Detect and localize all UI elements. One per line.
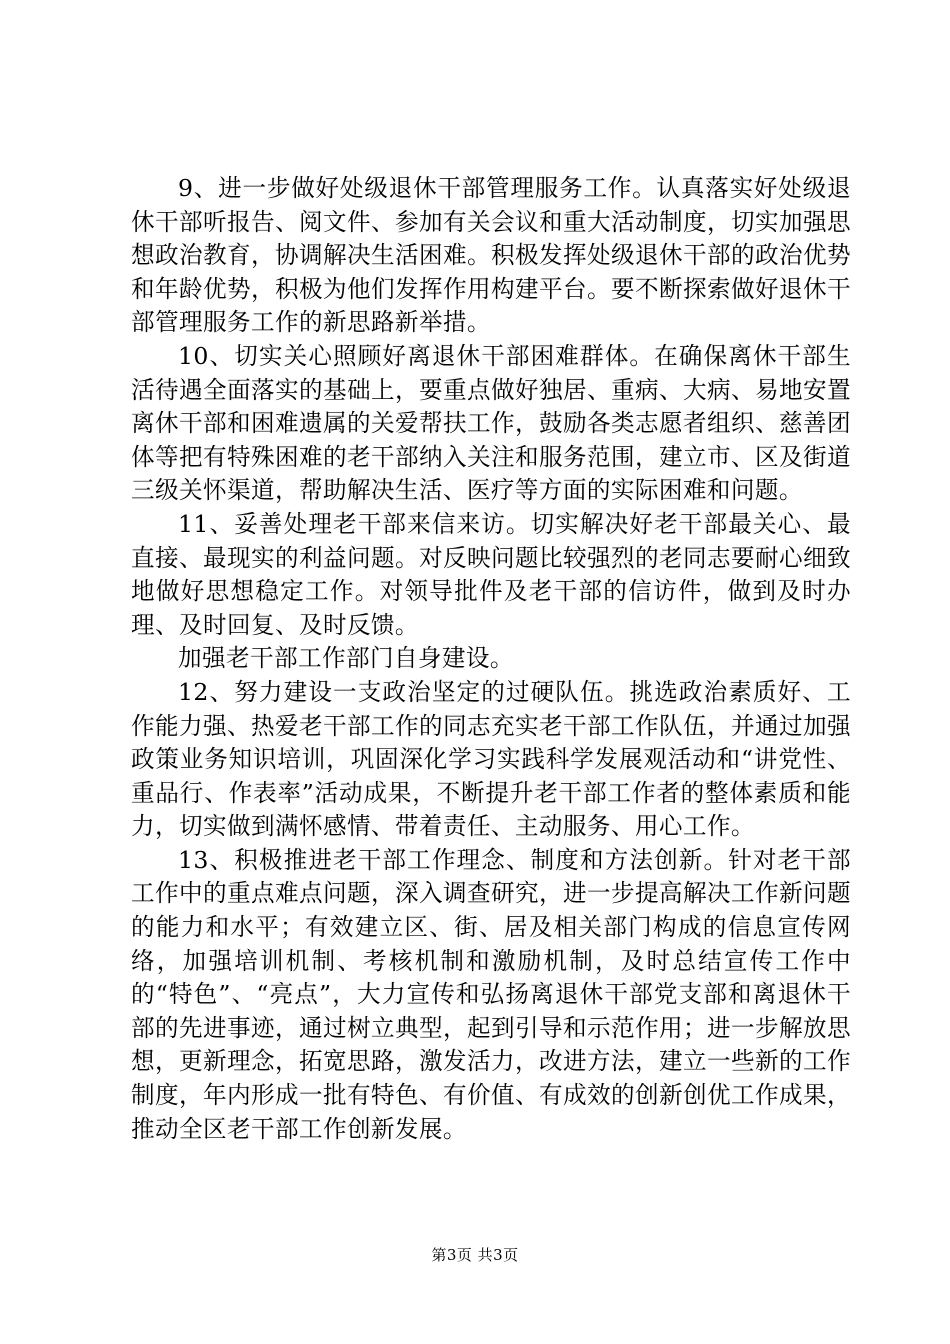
page-number-footer: 第3页 共3页 bbox=[431, 1246, 519, 1264]
paragraph-item-13: 13、积极推进老干部工作理念、制度和方法创新。针对老干部工作中的重点难点问题，深入调查研究，进一步提高解决工作新问题的能力和水平；有效建立区、街、居及相关部门构成的信息宣传网络，加强培训机制、考核机制和激励机制，及时总结宣传工作中的“特色”、“亮点”，大力宣传和弘扬离退休干部党支部和离退休干部的先进事迹，通过树立典型，起到引导和示范作用；进一步解放思想，更新理念，拓宽思路，激发活力，改进方法，建立一些新的工作制度，年内形成一批有特色、有价值、有成效的创新创优工作成果，推动全区老干部工作创新发展。 bbox=[131, 845, 851, 1143]
paragraph-item-10: 10、切实关心照顾好离退休干部困难群体。在确保离休干部生活待遇全面落实的基础上，要重点做好独居、重病、大病、易地安置离休干部和困难遗属的关爱帮扶工作，鼓励各类志愿者组织、慈善团体等把有特殊困难的老干部纳入关注和服务范围，建立市、区及街道三级关怀渠道，帮助解决生活、医疗等方面的实际困难和问题。 bbox=[131, 341, 851, 505]
document-body bbox=[131, 172, 851, 1146]
section-heading: 加强老干部工作部门自身建设。 bbox=[178, 644, 514, 673]
paragraph-item-11: 11、妥善处理老干部来信来访。切实解决好老干部最关心、最直接、最现实的利益问题。对反映问题比较强烈的老同志要耐心细致地做好思想稳定工作。对领导批件及老干部的信访件，做到及时办理、及时回复、及时反馈。 bbox=[131, 509, 851, 639]
paragraph-item-12: 12、努力建设一支政治坚定的过硬队伍。挑选政治素质好、工作能力强、热爱老干部工作的同志充实老干部工作队伍，并通过加强政策业务知识培训，巩固深化学习实践科学发展观活动和“讲党性、重品行、作表率”活动成果，不断提升老干部工作者的整体素质和能力，切实做到满怀感情、带着责任、主动服务、用心工作。 bbox=[131, 677, 851, 841]
paragraph-item-9: 9、进一步做好处级退休干部管理服务工作。认真落实好处级退休干部听报告、阅文件、参加有关会议和重大活动制度，切实加强思想政治教育，协调解决生活困难。积极发挥处级退休干部的政治优势和年龄优势，积极为他们发挥作用构建平台。要不断探索做好退休干部管理服务工作的新思路新举措。 bbox=[131, 174, 851, 337]
